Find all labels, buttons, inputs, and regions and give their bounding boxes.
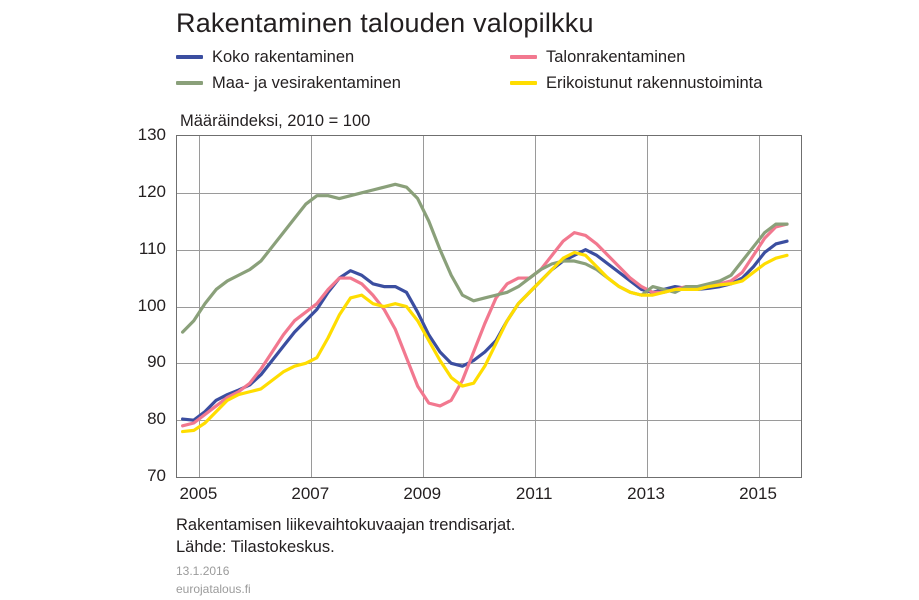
x-axis-tick-label: 2009 (403, 484, 442, 503)
legend-label-koko: Koko rakentaminen (212, 47, 355, 66)
chart-subtitle: Määräindeksi, 2010 = 100 (180, 112, 371, 130)
legend-item-erikoistunut-rakennustoiminta (510, 74, 762, 93)
x-axis-tick-label: 2005 (179, 484, 218, 503)
legend-label-erikois: Erikoistunut rakennustoiminta (546, 73, 763, 92)
legend-item-koko-rakentaminen (176, 48, 510, 67)
y-axis-tick-label: 110 (138, 238, 166, 258)
legend-row-2 (176, 70, 816, 96)
legend-label-talon: Talonrakentaminen (546, 47, 686, 66)
legend-item-maa-ja-vesirakentaminen (176, 74, 510, 93)
chart-legend (176, 44, 816, 96)
footer-note: Rakentamisen liikevaihtokuvaajan trendisarjat. (176, 516, 516, 534)
y-axis-tick-label: 90 (147, 352, 166, 372)
y-axis-tick-label: 120 (137, 181, 166, 201)
y-axis-tick-label: 130 (137, 125, 166, 144)
legend-item-talonrakentaminen (510, 48, 685, 67)
y-axis-tick-label: 100 (137, 295, 166, 315)
x-axis-tick-label: 2015 (739, 484, 777, 503)
series-lines (177, 136, 801, 477)
plot-area (176, 135, 802, 478)
y-axis-tick-label: 80 (147, 409, 166, 429)
footer-date: 13.1.2016 (176, 564, 230, 578)
legend-row-1 (176, 44, 816, 70)
legend-label-maa: Maa- ja vesirakentaminen (212, 73, 401, 92)
legend-swatch-koko (176, 55, 203, 59)
legend-swatch-maa (176, 81, 203, 85)
y-axis-tick-label: 70 (147, 466, 166, 485)
series-line (183, 184, 787, 332)
x-axis-tick-label: 2013 (627, 484, 665, 503)
series-line (183, 224, 787, 426)
footer-site: eurojatalous.fi (176, 582, 251, 596)
legend-swatch-talon (510, 55, 537, 59)
x-axis-tick-label: 2011 (515, 484, 553, 503)
footer-source: Lähde: Tilastokeskus. (176, 538, 335, 556)
legend-swatch-erikois (510, 81, 537, 85)
series-line (183, 241, 787, 420)
series-line (183, 253, 787, 432)
x-axis-tick-label: 2007 (291, 484, 330, 503)
page-title: Rakentaminen talouden valopilkku (176, 8, 594, 38)
